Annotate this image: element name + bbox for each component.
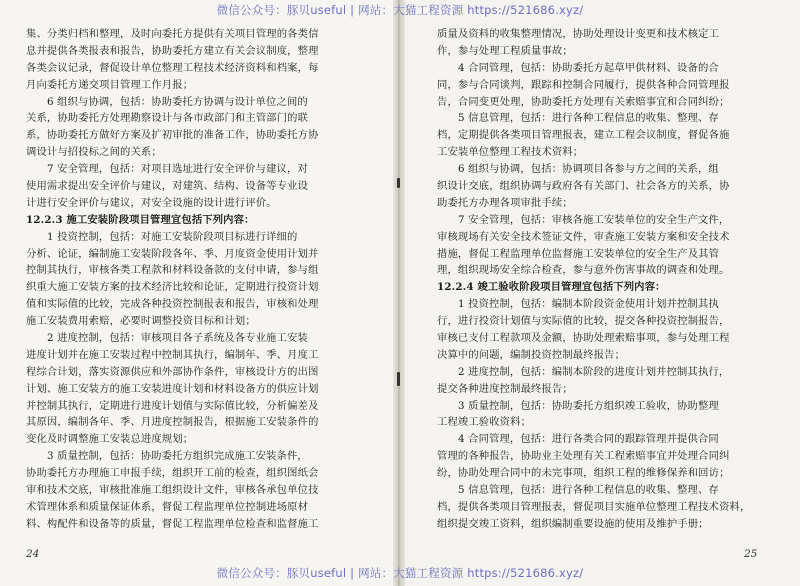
text-line: 告，合同变更处理，协助委托方处理有关索赔事宜和合同纠纷；: [437, 95, 730, 108]
text-line: 理，组织现场安全综合检查，参与意外伤害事故的调查和处理。: [437, 264, 730, 277]
text-line: 措施，督促工程监理单位监督施工安装单位的安全生产及其管: [437, 247, 720, 260]
text-line: 进度计划并在施工安装过程中控制其执行，编制年、季、月度工: [26, 348, 319, 361]
text-line: 2 进度控制，包括：编制本阶段的进度计划并控制其执行，: [458, 365, 730, 378]
text-line: 织设计交底，组织协调与政府各有关部门、社会各方的关系，协: [437, 180, 730, 193]
text-line: 系，协助委托方做好方案及扩初审批的准备工作，协助委托方协: [26, 129, 319, 142]
text-line: 集、分类归档和整理，及时向委托方提供有关项目管理的各类信: [26, 28, 319, 40]
text-line: 术管理体系和质量保证体系，督促工程监理单位控制进场原材: [26, 500, 309, 513]
book-spine: [393, 0, 405, 586]
text-line: 审和技术交底，审核批准施工组织设计文件，审核各承包单位技: [26, 484, 319, 497]
text-line: 计划、施工安装方的施工安装进度计划和材料设备方的供应计划: [26, 382, 319, 395]
text-line: 施工安装费用索赔，必要时调整投资目标和计划；: [26, 315, 256, 328]
text-line: 作，参与处理工程质量事故；: [437, 44, 573, 57]
text-line: 审核现场有关安全技术签证文件，审查施工安装方案和安全技术: [437, 230, 730, 243]
text-line: 月向委托方递交项目管理工作月报；: [26, 78, 194, 91]
text-line: 6 组织与协调，包括：协助委托方协调与设计单位之间的: [47, 95, 308, 108]
text-line: 5 信息管理，包括：进行各种工程信息的收集、整理、存: [458, 112, 719, 125]
text-line: 行，进行投资计划值与实际值的比较，提交各种投资控制报告，: [437, 315, 730, 328]
text-line: 4 合同管理，包括：协助委托方起草甲供材料、设备的合: [458, 61, 719, 74]
text-line: 各类会议记录，督促设计单位整理工程技术经济资料和档案，每: [26, 61, 319, 74]
text-line: 纷，协助处理合同中的未完事项，组织工程的维修保养和回访；: [437, 467, 730, 480]
text-line: 工程竣工验收资料；: [437, 416, 532, 429]
watermark-bottom: 微信公众号：豚贝useful | 网站：大猫工程资源 https://521686.xyz/: [216, 566, 584, 580]
text-line: 协助委托方办理施工申报手续，组织开工前的检查，组织图纸会: [26, 467, 319, 480]
text-line: 值和实际值的比较，完成各种投资控制报表和报告，审核和处理: [26, 298, 319, 311]
text-line: 关系，协助委托方处理勘察设计与各市政部门和主管部门的联: [26, 112, 309, 125]
text-line: 调设计与招投标之间的关系；: [26, 146, 162, 159]
text-line: 织重大施工安装方案的技术经济比较和论证，定期进行投资计划: [26, 281, 319, 294]
text-line: 助委托方办理各项审批手续；: [437, 196, 573, 209]
text-line: 组织提交竣工资料，组织编制重要设施的使用及维护手册；: [437, 517, 709, 530]
text-line: 3 质量控制，包括：协助委托方组织竣工验收，协助整理: [458, 399, 719, 412]
text-line: 使用需求提出安全评价与建议，对建筑、结构、设备等专业设: [26, 180, 309, 193]
text-line: 7 安全管理，包括：对项目选址进行安全评价与建议，对: [47, 163, 308, 176]
text-line: 7 安全管理，包括：审核各施工安装单位的安全生产文件，: [458, 213, 730, 226]
text-line: 提交各种进度控制最终报告；: [437, 382, 573, 395]
text-line: 料、构配件和设备等的质量，督促工程监理单位检查和监督施工: [26, 517, 319, 530]
page-number-right: 25: [744, 548, 758, 560]
text-line: 1 投资控制，包括：编制本阶段资金使用计划并控制其执: [458, 298, 719, 311]
text-line: 1 投资控制，包括：对施工安装阶段项目标进行详细的: [47, 230, 298, 243]
text-line: 工安装单位整理工程技术资料；: [437, 146, 584, 159]
right-page-body: [437, 26, 789, 533]
right-page: [401, 0, 800, 586]
text-line: 3 质量控制，包括：协助委托方组织完成施工安装条件，: [47, 450, 308, 463]
page-number-left: 24: [26, 548, 40, 560]
left-page: [0, 0, 397, 586]
binding-mark: [397, 372, 400, 386]
text-line: 审核已支付工程款项及金额，协助处理索赔事项，参与处理工程: [437, 332, 730, 345]
text-line: 档，定期提供各类项目管理报表，建立工程会议制度，督促各施: [437, 129, 730, 142]
text-line: 决算中的问题，编制投资控制最终报告；: [437, 348, 626, 361]
text-line: 分析、论证，编制施工安装阶段各年、季、月度资金使用计划并: [26, 247, 319, 260]
text-line: 档，提供各类项目管理报表，督促项目实施单位整理工程技术资料，: [437, 500, 751, 513]
text-line: 同，参与合同谈判，跟踪和控制合同履行，提供各种合同管理报: [437, 78, 730, 91]
section-heading: 12.2.4 竣工验收阶段项目管理宜包括下列内容：: [437, 281, 666, 294]
text-line: 计进行安全评价与建议，对安全设施的设计进行评价。: [26, 196, 277, 209]
text-line: 管理的各种报告，协助业主处理有关工程索赔事宜并处理合同纠: [437, 450, 730, 463]
watermark-top: 微信公众号：豚贝useful | 网站：大猫工程资源 https://521686.xyz/: [216, 3, 584, 17]
text-line: 其原因，编制各年、季、月进度控制报告，根据施工安装条件的: [26, 416, 319, 429]
left-page-body: [26, 26, 382, 533]
text-line: 6 组织与协调，包括：协调项目各参与方之间的关系，组: [458, 163, 719, 176]
text-line: 并控制其执行，定期进行进度计划值与实际值比较，分析偏差及: [26, 399, 319, 412]
text-line: 变化及时调整施工安装总进度规划；: [26, 433, 194, 446]
text-line: 程综合计划，落实资源供应和外部协作条件，审核设计方的出图: [26, 365, 319, 378]
binding-mark: [397, 178, 400, 188]
text-line: 2 进度控制，包括：审核项目各子系统及各专业施工安装: [47, 332, 308, 345]
text-line: 质量及资料的收集整理情况，协助处理设计变更和技术核定工: [437, 28, 720, 40]
section-heading: 12.2.3 施工安装阶段项目管理宜包括下列内容：: [26, 213, 255, 226]
text-line: 息并提供各类报表和报告，协助委托方建立有关会议制度，整理: [26, 44, 319, 57]
text-line: 5 信息管理，包括：进行各种工程信息的收集、整理、存: [458, 484, 719, 497]
text-line: 控制其执行，审核各类工程款和材料设备款的支付申请，参与组: [26, 264, 319, 277]
text-line: 4 合同管理，包括：进行各类合同的跟踪管理并提供合同: [458, 433, 719, 446]
